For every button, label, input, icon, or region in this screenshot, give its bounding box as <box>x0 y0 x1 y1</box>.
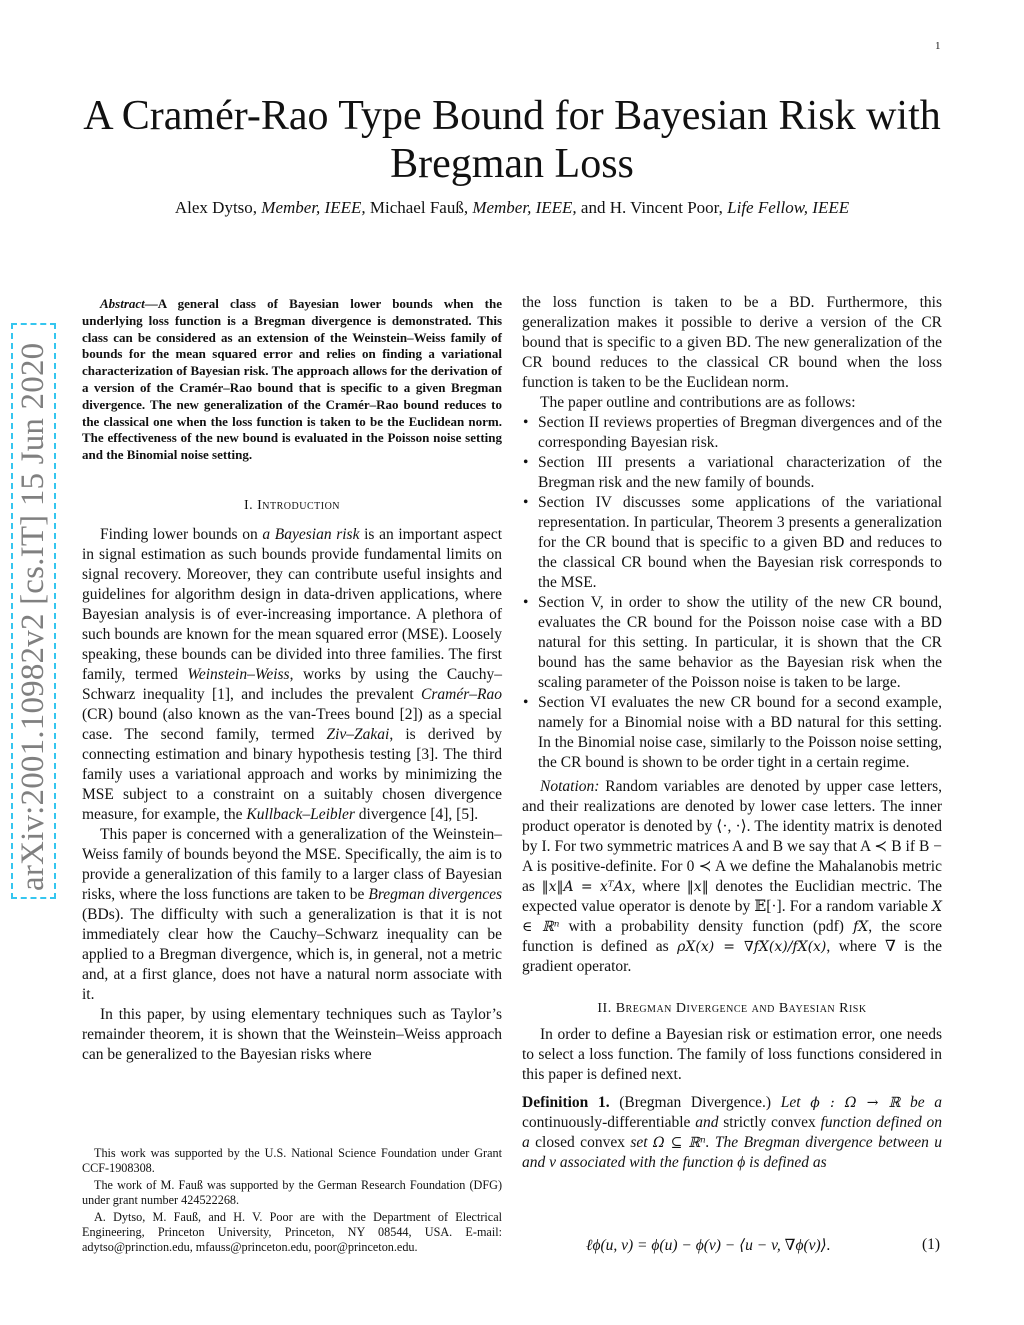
emph: Ziv–Zakai <box>326 725 390 743</box>
emph: Kullback–Leibler <box>246 805 355 823</box>
intro-paragraph-2 <box>82 825 502 1005</box>
list-item: • Section III presents a variational characterization of the Bregman risk and the new family of bounds. <box>538 453 942 493</box>
math: ‖x‖ <box>686 879 709 895</box>
abstract-label: Abstract <box>100 296 145 311</box>
math: ⟨·, ·⟩ <box>716 818 747 835</box>
list-item: • Section IV discusses some applications of the variational representation. In particular, Theorem 3 presents a generalization for the CR bound that is specific to a given BD and reduces to the classical CR bound when the Bayesian risk corresponds to the MSE. <box>538 493 942 593</box>
emph: be a <box>900 1094 943 1111</box>
intro-paragraph-3: In this paper, by using elementary techniques such as Taylor’s remainder theorem, it is shown that the Weinstein–Weiss approach can be generalized to the Bayesian risks where <box>82 1005 502 1063</box>
text: Finding lower bounds on <box>100 525 263 543</box>
definition-1 <box>522 1093 942 1173</box>
list-item: • Section V, in order to show the utility of the new CR bound, evaluates the CR bound for the Poisson noise case with a BD natural for this setting. In particular, it is shown that the CR bound has the same behavior as the Bayesian risk when the scaling parameter of the Poisson noise is taken to be large. <box>538 593 942 693</box>
text: , the score function is defined as <box>522 918 943 955</box>
author-3-role: Life Fellow, IEEE <box>727 198 850 217</box>
right-column <box>522 293 942 1173</box>
text: , works by using the Cauchy–Schwarz inequality [1], and includes the prevalent <box>82 665 502 703</box>
intro-continued: the loss function is taken to be a BD. Furthermore, this generalization makes it possible to derive a version of the CR bound that is specific to a given BD. The new generalization of the CR bound reduces to the classical CR bound when the loss function is taken to be the Euclidean norm. <box>522 294 942 391</box>
notation-label: Notation: <box>540 778 600 795</box>
equation-number: (1) <box>922 1236 941 1253</box>
author-2-role: Member, IEEE, <box>472 198 577 217</box>
intro-paragraph-1 <box>82 525 502 825</box>
text: This paper is concerned with a generalization of the Weinstein–Weiss family of bounds beyond the MSE. Specifically, the aim is to provide a generalization of this family to a larger class of Bayesian risks, where the loss functions are taken to be <box>82 825 502 903</box>
section-title: Introduction <box>257 497 341 513</box>
math: Ω ⊆ ℝⁿ <box>653 1135 706 1151</box>
abstract-text: —A general class of Bayesian lower bounds when the underlying loss function is a Bregman divergence is demonstrated. This class can be considered as an extension of the Weinstein–Weiss family of bounds for the mean squared error and relies on finding a variational characterization of Bayesian risk. The approach allows for the derivation of a version of the Cramér–Rao bound that is specific to a given Bregman divergence. The new generalization of the Cramér–Rao bound reduces to the classical one when the loss function is taken to be the Euclidean norm. The effectiveness of the new bound is evaluated in the Poisson noise setting and the Binomial noise setting. <box>82 296 502 463</box>
emph: . The Bregman divergence between u and v associated with the function ϕ is defined as <box>522 1134 943 1171</box>
math: ‖x‖A = xᵀAx <box>541 879 632 895</box>
author-line <box>40 198 984 218</box>
footnote-3: A. Dytso, M. Fauß, and H. V. Poor are with the Department of Electrical Engineering, Princeton University, Princeton, NY 08544, USA. E-mail: adytso@prinction.edu, mfauss@princeton.edu, poor@princeton.edu. <box>82 1210 502 1254</box>
text: Random variables are denoted by upper case letters, and their realizations are denoted by lower case letters. The inner product operator is denoted by <box>522 778 942 835</box>
text: denotes the Euclidian mectric. The expected value operator is denote by <box>522 878 942 915</box>
emph: Let <box>780 1094 811 1111</box>
text: , where <box>631 878 687 895</box>
text: divergence [4], [5]. <box>354 805 479 823</box>
math: 𝔼[·] <box>754 898 782 915</box>
text: is an important aspect in signal estimation as such bounds provide fundamental limits on signal recovery. Moreover, they can contribute useful insights and guidelines for algorithm design in data-driven applications, where Bayesian analysis is of ever-increasing importance. A plethora of such bounds are known for the mean squared error (MSE). Loosely speaking, these bounds can be divided into three families. The first family, termed <box>82 525 503 683</box>
definition-label: Definition 1. <box>522 1094 610 1111</box>
text: closed convex <box>535 1134 625 1151</box>
math: ρX(x) = ∇fX(x)/fX(x) <box>677 939 827 955</box>
text: , where ∇ is the gradient operator. <box>522 938 943 975</box>
author-1-role: Member, IEEE, <box>261 198 366 217</box>
text: (BDs). The difficulty with such a generalization is that it is not immediately clear how the Cauchy–Schwarz inequality can be applied to a Bregman divergence, which is, in general, not a metric and, at a first glance, does not have a natural norm associate with it. <box>82 905 502 1003</box>
math: ϕ : Ω → ℝ <box>810 1095 901 1111</box>
emph: Bregman divergences <box>368 885 503 903</box>
text: . For a random variable <box>781 898 933 915</box>
emph: and <box>690 1114 724 1131</box>
arxiv-stamp[interactable]: arXiv:2001.10982v2 [cs.IT] 15 Jun 2020 <box>15 327 52 895</box>
section-heading-bregman <box>522 999 942 1019</box>
text: (Bregman Divergence.) <box>609 1094 781 1111</box>
text: . The identity matrix is denoted by I. For two symmetric matrices A and B we say that A ≺ B if B − A is positive-definite. For 0 ≺ A we define the Mahalanobis metric as <box>522 818 942 895</box>
list-item: • Section II reviews properties of Bregman divergences and of the corresponding Bayesian risk. <box>538 413 942 453</box>
math: fX <box>853 919 869 935</box>
section-number: II. <box>597 1001 612 1016</box>
contribution-list <box>522 413 942 773</box>
list-item: • Section VI evaluates the new CR bound for a second example, namely for a Binomial noise with a BD natural for this setting. In the Binomial noise case, similarly to the Poisson noise setting, the CR bound is shown to be order tight in a certain regime. <box>538 693 942 773</box>
abstract <box>82 296 502 464</box>
left-column <box>82 296 502 1065</box>
emph: Cramér–Rao <box>421 685 502 703</box>
text: , is derived by connecting estimation and binary hypothesis testing [3]. The third family uses a variational approach and works by minimizing the MSE subject to a constraint on a suitably chosen divergence measure, for example, the <box>82 725 502 823</box>
math: X ∈ ℝⁿ <box>522 899 942 935</box>
outline-intro: The paper outline and contributions are as follows: <box>540 394 856 411</box>
footnote-1: This work was supported by the U.S. National Science Foundation under Grant CCF-1908308. <box>82 1146 502 1175</box>
notation-paragraph <box>522 777 942 977</box>
text: with a probability density function (pdf) <box>559 918 854 935</box>
emph: a Bayesian risk <box>262 525 360 543</box>
section-2-paragraph: In order to define a Bayesian risk or estimation error, one needs to select a loss function. The family of loss functions considered in this paper is defined next. <box>522 1026 942 1083</box>
text: (CR) bound (also known as the van-Trees bound [2]) as a special case. The second family, termed <box>82 705 502 743</box>
text: strictly convex <box>723 1114 816 1131</box>
emph: Weinstein–Weiss <box>187 665 290 683</box>
emph: set <box>624 1134 653 1151</box>
footnotes <box>82 1146 502 1257</box>
section-title: Bregman Divergence and Bayesian Risk <box>615 1001 867 1016</box>
footnote-2: The work of M. Fauß was supported by the German Research Foundation (DFG) under grant number 424522268. <box>82 1178 502 1207</box>
author-1: Alex Dytso, <box>174 198 258 217</box>
page-number: 1 <box>935 40 941 52</box>
emph: function defined on a <box>522 1114 943 1151</box>
section-heading-introduction <box>82 496 502 516</box>
paper-title: A Cramér-Rao Type Bound for Bayesian Risk with Bregman Loss <box>83 93 941 187</box>
author-2: Michael Fauß, <box>369 198 469 217</box>
section-number: I. <box>243 497 254 513</box>
author-3: and H. Vincent Poor, <box>580 198 723 217</box>
equation-1: ℓϕ(u, v) = ϕ(u) − ϕ(v) − ⟨u − v, ∇ϕ(v)⟩. <box>586 1237 831 1254</box>
text: continuously-differentiable <box>522 1114 691 1131</box>
